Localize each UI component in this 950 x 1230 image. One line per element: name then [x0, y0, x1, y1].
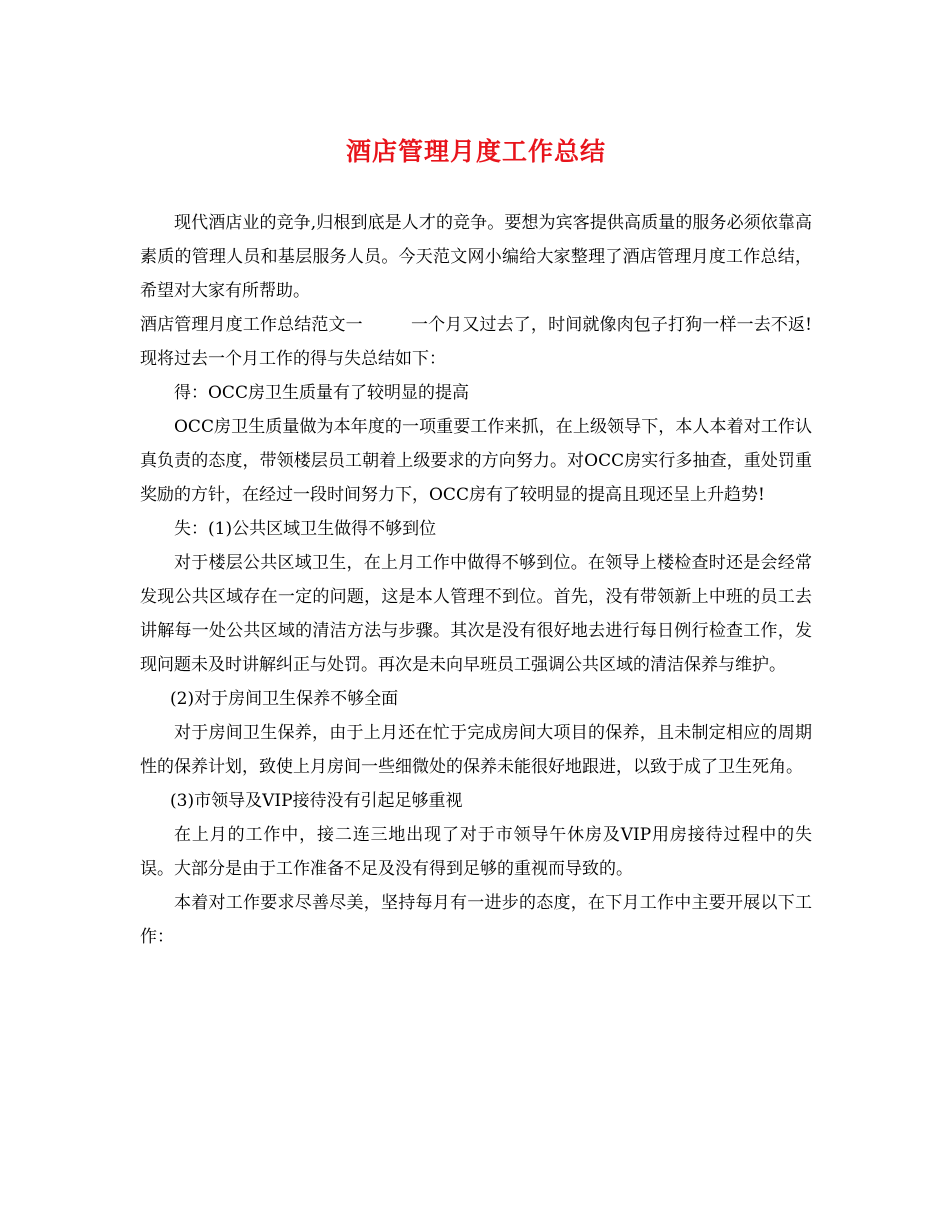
- loss-heading-3: (3)市领导及VIP接待没有引起足够重视: [170, 791, 463, 811]
- intro-paragraph: 现代酒店业的竞争,归根到底是人才的竞争。要想为宾客提供高质量的服务必须依靠高素质的管理人员和基层服务人员。今天范文网小编给大家整理了酒店管理月度工作总结，希望对大家有所帮助。: [140, 213, 812, 301]
- sample-text: 一个月又过去了，时间就像肉包子打狗一样一去不返!现将过去一个月工作的得与失总结如下：: [140, 315, 812, 369]
- loss-paragraph-3: 在上月的工作中，接二连三地出现了对于市领导午休房及VIP用房接待过程中的失误。大部分是由于工作准备不足及没有得到足够的重视而导致的。: [140, 825, 812, 879]
- gain-heading: 得：OCC房卫生质量有了较明显的提高: [174, 383, 469, 403]
- loss-heading-2: (2)对于房间卫生保养不够全面: [170, 689, 399, 709]
- loss-heading-1: 失：(1)公共区域卫生做得不够到位: [174, 519, 437, 539]
- sample-paragraph: [140, 308, 812, 376]
- gain-paragraph: OCC房卫生质量做为本年度的一项重要工作来抓，在上级领导下，本人本着对工作认真负责的态度，带领楼层员工朝着上级要求的方向努力。对OCC房实行多抽查，重处罚重奖励的方针，在经过一段时间努力下，OCC房有了较明显的提高且现还呈上升趋势!: [140, 417, 812, 505]
- document-title: 酒店管理月度工作总结: [345, 137, 606, 166]
- loss-paragraph-1: 对于楼层公共区域卫生，在上月工作中做得不够到位。在领导上楼检查时还是会经常发现公共区域存在一定的问题，这是本人管理不到位。首先，没有带领新上中班的员工去讲解每一处公共区域的清洁方法与步骤。其次是没有很好地去进行每日例行检查工作，发现问题未及时讲解纠正与处罚。再次是未向早班员工强调公共区域的清洁保养与维护。: [140, 553, 812, 675]
- document-body: [140, 206, 812, 954]
- loss-paragraph-2: 对于房间卫生保养，由于上月还在忙于完成房间大项目的保养，且未制定相应的周期性的保养计划，致使上月房间一些细微处的保养未能很好地跟进，以致于成了卫生死角。: [140, 723, 812, 777]
- plan-paragraph: 本着对工作要求尽善尽美，坚持每月有一进步的态度，在下月工作中主要开展以下工作：: [140, 893, 812, 947]
- sample-label: 酒店管理月度工作总结范文一: [140, 315, 363, 335]
